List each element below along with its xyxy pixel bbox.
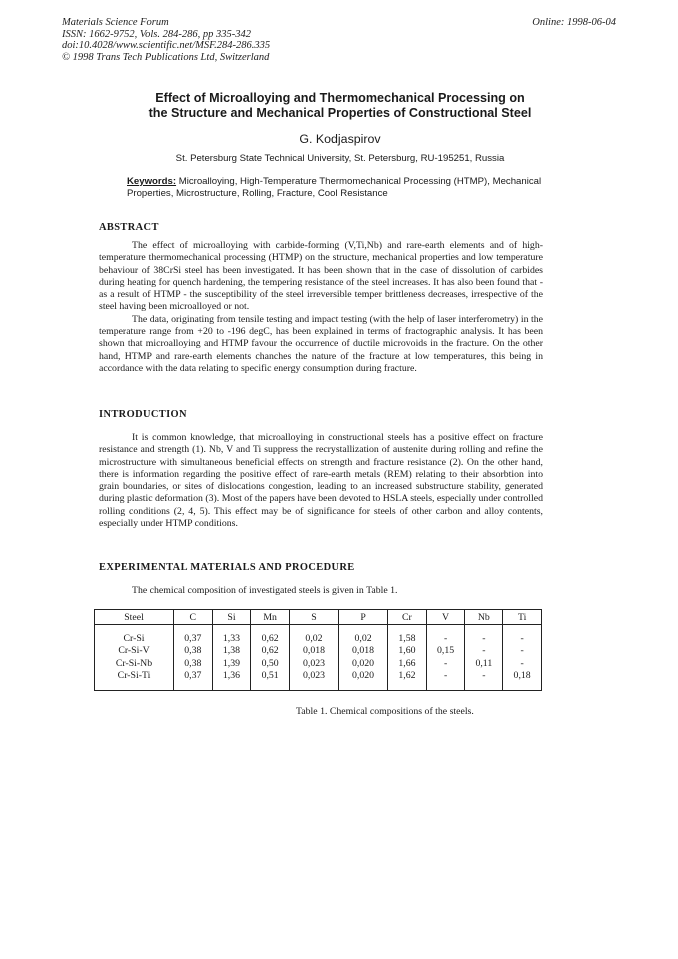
introduction-body bbox=[99, 432, 543, 530]
abstract-paragraph-1: The effect of microalloying with carbide-forming (V,Ti,Nb) and rare-earth elements and of high-temperature thermomechanical processing (HTMP) on the structure, mechanical properties and low temperature behaviour of 38CrSi steel has been investigated. It has been shown that in the case of dissolution of carbides during heating for quench hardening, the tempering resistance of the steel increases. It has also been found that - as a result of HTMP - the susceptibility of the steel irreversible temper brittleness decreases, irrespective of the steel having been microalloyed or not. bbox=[99, 240, 543, 313]
table-header-row bbox=[95, 610, 542, 625]
issn-line: ISSN: 1662-9752, Vols. 284-286, pp 335-342 bbox=[62, 28, 251, 40]
header-s: S bbox=[289, 610, 338, 625]
abstract-paragraph-2: The data, originating from tensile testing and impact testing (with the help of laser interferometry) in the temperature range from +20 to -196 degC, has been explained in terms of fractographic analysis. It has been shown that microalloying and HTMP favour the occurrence of ductile microvoids in the fracture. On the other hand, HTMP and rare-earth elements chanches the nature of the fracture at low temperatures, this being in accordance with the data relating to specific energy consumption during fracture. bbox=[99, 313, 543, 374]
table-cell: 0,62 bbox=[261, 633, 279, 644]
column-p bbox=[339, 625, 388, 691]
journal-name: Materials Science Forum bbox=[62, 17, 169, 28]
column-s bbox=[289, 625, 338, 691]
column-cr bbox=[388, 625, 427, 691]
column-c bbox=[174, 625, 213, 691]
header-nb: Nb bbox=[465, 610, 503, 625]
introduction-paragraph-1: It is common knowledge, that microalloying in constructional steels has a positive effect on fracture resistance and strength (1). Nb, V and Ti suppress the recrystallization of austenite during rolling and refine the microstructure with simultaneous beneficial effects on strength and fracture resistance (2). On the other hand, there is information regarding the positive effect of rare-earth metals (REM) relating to their absorbtion into grain boundaries, or sites of dislocations congestion, leading to an increased substructure stability, generated during plastic deformation (3). Most of the papers have been devoted to HSLA steels, especially under controlled rolling conditions (2, 4, 5). This effect may be of significance for steels of other carbon and alloy contents, especially under HTMP conditions. bbox=[99, 432, 544, 530]
affiliation: St. Petersburg State Technical University, St. Petersburg, RU-195251, Russia bbox=[175, 153, 505, 164]
abstract-heading: ABSTRACT bbox=[99, 222, 159, 233]
table-cell: - bbox=[482, 669, 486, 681]
header-mn: Mn bbox=[251, 610, 290, 625]
table-cell: 1,60 bbox=[398, 645, 416, 657]
header-ti: Ti bbox=[503, 610, 542, 625]
table-cell: 1,58 bbox=[398, 633, 416, 644]
paper-title bbox=[90, 91, 590, 121]
introduction-heading: INTRODUCTION bbox=[99, 409, 187, 420]
table-cell: - bbox=[443, 633, 448, 644]
table-cell: 0,020 bbox=[352, 669, 375, 681]
table-cell: 0,37 bbox=[184, 669, 202, 681]
column-v bbox=[426, 625, 465, 691]
table-cell: - bbox=[520, 645, 524, 657]
online-date: Online: 1998-06-04 bbox=[532, 17, 616, 28]
table-cell: 0,37 bbox=[184, 633, 202, 644]
table-cell: Cr-Si-Nb bbox=[115, 657, 153, 669]
table-cell: - bbox=[520, 657, 524, 669]
table-cell: 0,018 bbox=[352, 645, 375, 657]
table-cell: 0,15 bbox=[437, 645, 455, 657]
copyright-line: © 1998 Trans Tech Publications Ltd, Switzerland bbox=[62, 51, 270, 63]
table-cell: Cr-Si-Ti bbox=[117, 669, 151, 681]
doi-line: doi:10.4028/www.scientific.net/MSF.284-286.335 bbox=[62, 40, 271, 51]
table-cell: 1,33 bbox=[222, 633, 241, 644]
table-cell: 1,38 bbox=[222, 645, 241, 657]
abstract-body bbox=[99, 240, 543, 375]
header-c: C bbox=[174, 610, 213, 625]
table-cell: - bbox=[443, 669, 448, 681]
experimental-body bbox=[99, 585, 543, 597]
chemical-composition-table bbox=[94, 609, 542, 691]
table-cell: Cr-Si bbox=[123, 633, 145, 644]
table-cell: 1,39 bbox=[222, 657, 241, 669]
table-cell: 0,18 bbox=[513, 669, 531, 681]
keywords-text: Microalloying, High-Temperature Thermomechanical Processing (HTMP), Mechanical Properties, Microstructure, Rolling, Fracture, Cool Resistance bbox=[127, 176, 542, 199]
column-nb bbox=[465, 625, 503, 691]
author-name: G. Kodjaspirov bbox=[299, 132, 381, 146]
table-cell: 1,62 bbox=[398, 669, 416, 681]
table-cell: Cr-Si-V bbox=[118, 645, 150, 657]
table-cell: 1,66 bbox=[398, 657, 416, 669]
column-steel bbox=[95, 625, 174, 691]
table-cell: 0,020 bbox=[352, 657, 375, 669]
table-cell: 0,38 bbox=[184, 657, 202, 669]
table-cell: 1,36 bbox=[222, 669, 241, 681]
keywords-label: Keywords: bbox=[127, 176, 177, 187]
table-cell: - bbox=[482, 645, 486, 657]
table-cell: - bbox=[443, 657, 448, 669]
column-si bbox=[212, 625, 251, 691]
experimental-paragraph-1: The chemical composition of investigated steels is given in Table 1. bbox=[132, 585, 398, 596]
table-caption: Table 1. Chemical compositions of the steels. bbox=[296, 706, 474, 717]
header-v: V bbox=[426, 610, 465, 625]
table-cell: 0,02 bbox=[354, 633, 372, 644]
table-cell: 0,023 bbox=[302, 657, 326, 669]
table-cell: 0,62 bbox=[261, 645, 279, 657]
table-cell: 0,51 bbox=[261, 669, 279, 681]
column-ti bbox=[503, 625, 542, 691]
table-cell: 0,38 bbox=[184, 645, 202, 657]
column-mn bbox=[251, 625, 290, 691]
header-si: Si bbox=[212, 610, 251, 625]
journal-header bbox=[62, 17, 270, 63]
header-p: P bbox=[339, 610, 388, 625]
table-cell: 0,11 bbox=[475, 657, 493, 669]
header-steel: Steel bbox=[95, 610, 174, 625]
title-line-1: Effect of Microalloying and Thermomechanical Processing on bbox=[155, 91, 525, 105]
table-cell: 0,50 bbox=[261, 657, 279, 669]
header-cr: Cr bbox=[388, 610, 427, 625]
table-body-row bbox=[95, 625, 542, 691]
experimental-heading: EXPERIMENTAL MATERIALS AND PROCEDURE bbox=[99, 562, 355, 573]
table-cell: 0,023 bbox=[302, 669, 326, 681]
title-line-2: the Structure and Mechanical Properties of Constructional Steel bbox=[148, 106, 532, 120]
table-cell: 0,02 bbox=[305, 633, 323, 644]
keywords bbox=[127, 176, 551, 199]
table-cell: - bbox=[520, 633, 524, 644]
table-cell: 0,018 bbox=[302, 645, 326, 657]
table-cell: - bbox=[482, 633, 486, 644]
